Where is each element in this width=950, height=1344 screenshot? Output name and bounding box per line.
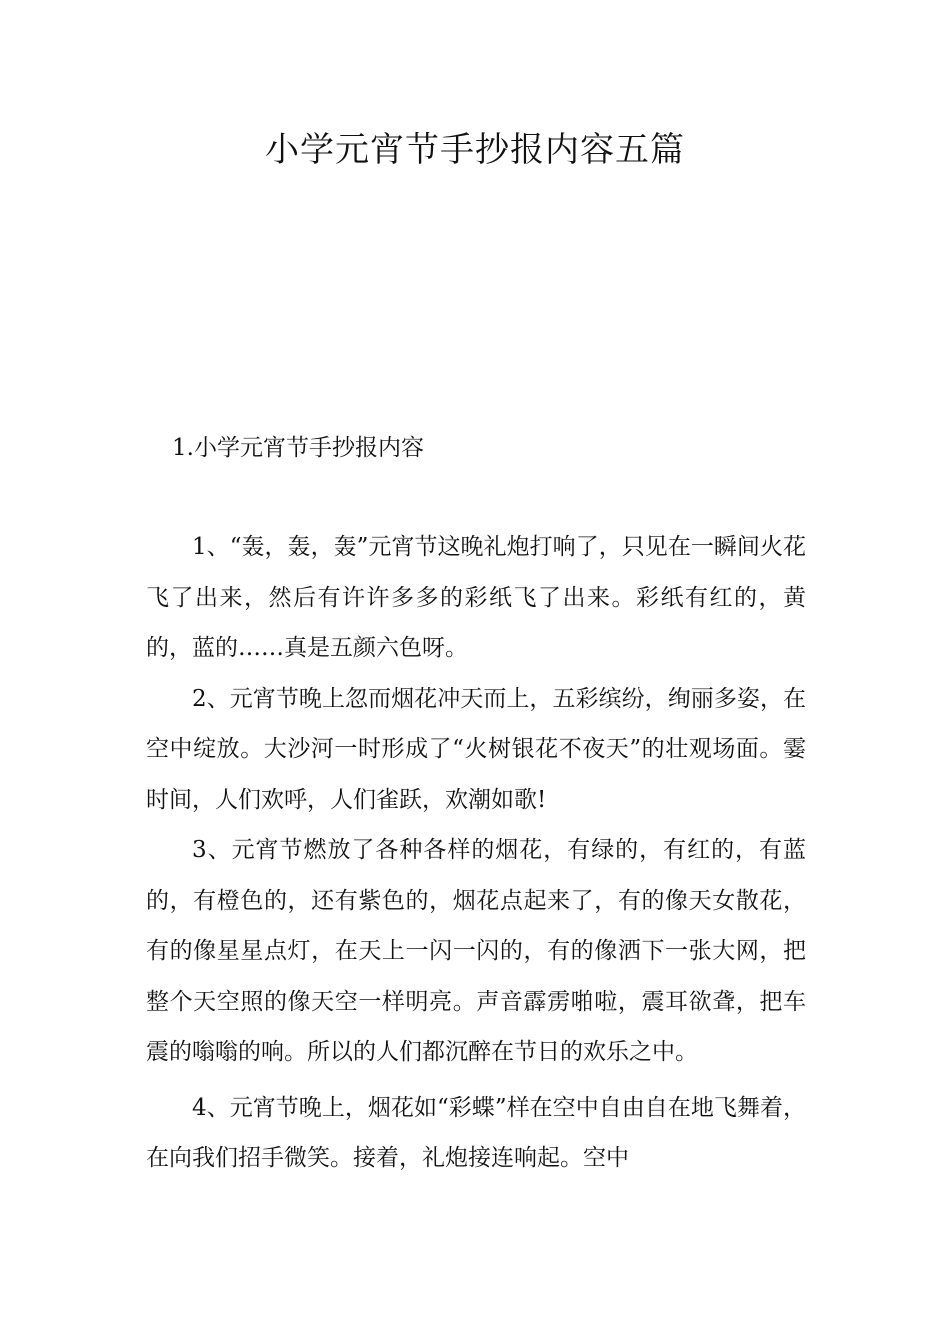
paragraph-3: 3、元宵节燃放了各种各样的烟花，有绿的，有红的，有蓝的，有橙色的，还有紫色的，烟花点起来了，有的像天女散花，有的像星星点灯，在天上一闪一闪的，有的像洒下一张大网，把整个天空照的像天空一样明亮。声音霹雳啪啦，震耳欲聋，把车震的嗡嗡的响。所以的人们都沉醉在节日的欢乐之中。 xyxy=(146,837,806,1065)
body-text xyxy=(146,522,806,1184)
section-heading: 1.小学元宵节手抄报内容 xyxy=(172,435,424,461)
paragraph-4: 4、元宵节晚上，烟花如“彩蝶”样在空中自由自在地飞舞着，在向我们招手微笑。接着，礼炮接连响起。空中 xyxy=(146,1094,806,1171)
paragraph-2: 2、元宵节晚上忽而烟花冲天而上，五彩缤纷，绚丽多姿，在空中绽放。大沙河一时形成了“火树银花不夜天”的壮观场面。霎时间，人们欢呼，人们雀跃，欢潮如歌! xyxy=(146,685,806,813)
page-title: 小学元宵节手抄报内容五篇 xyxy=(265,130,685,170)
paragraph-1: 1、“轰，轰，轰”元宵节这晚礼炮打响了，只见在一瞬间火花飞了出来，然后有许许多多的彩纸飞了出来。彩纸有红的，黄的，蓝的……真是五颜六色呀。 xyxy=(146,534,806,661)
